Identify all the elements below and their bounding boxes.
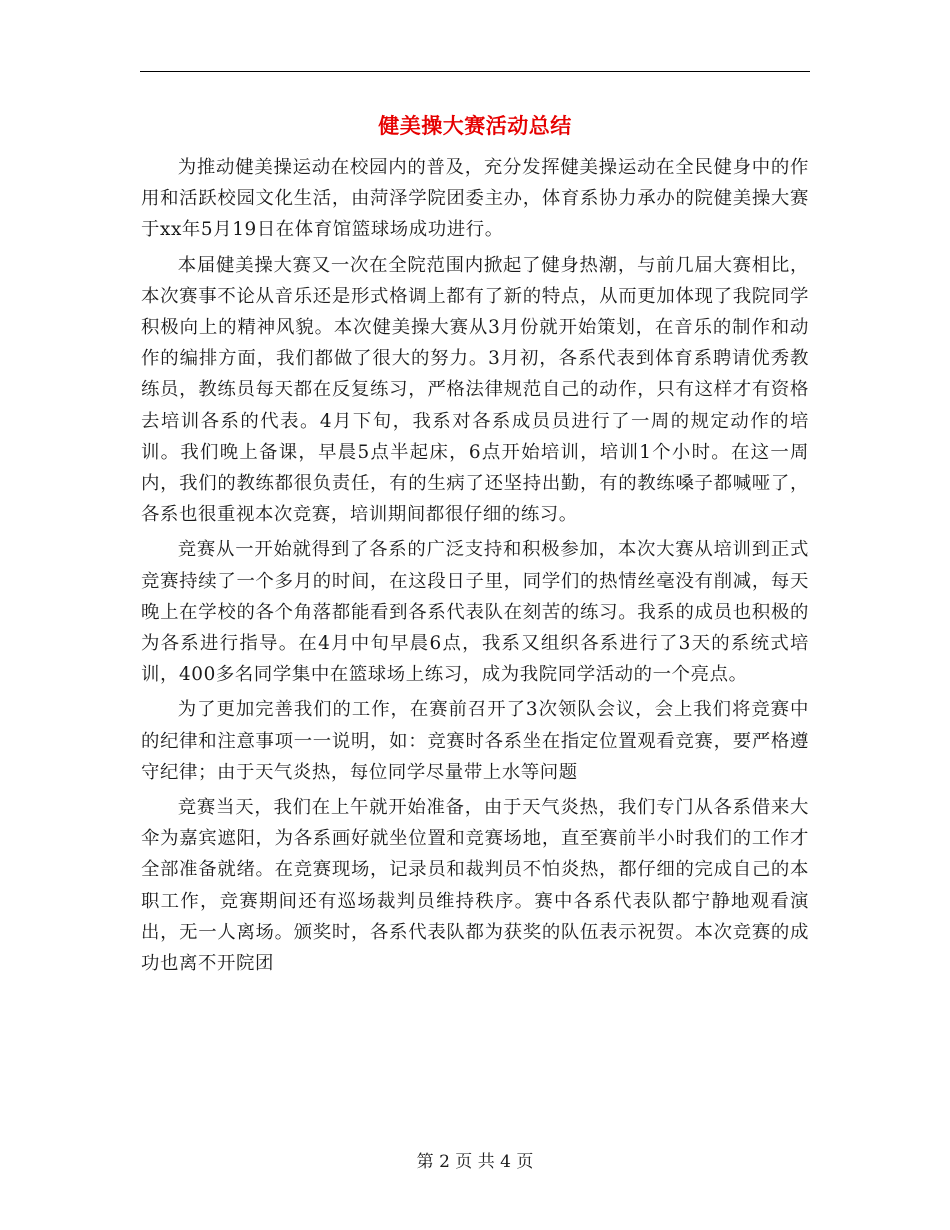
document-body [141, 152, 809, 983]
paragraph-2: 本届健美操大赛又一次在全院范围内掀起了健身热潮，与前几届大赛相比，本次赛事不论从音乐还是形式格调上都有了新的特点，从而更加体现了我院同学积极向上的精神风貌。本次健美操大赛从3月份就开始策划，在音乐的制作和动作的编排方面，我们都做了很大的努力。3月初，各系代表到体育系聘请优秀教练员，教练员每天都在反复练习，严格法律规范自己的动作，只有这样才有资格去培训各系的代表。4月下旬，我系对各系成员员进行了一周的规定动作的培训。我们晚上备课，早晨5点半起床，6点开始培训，培训1个小时。在这一周内，我们的教练都很负责任，有的生病了还坚持出勤，有的教练嗓子都喊哑了，各系也很重视本次竞赛，培训期间都很仔细的练习。 [141, 254, 809, 526]
header-rule [140, 71, 810, 72]
document-title: 健美操大赛活动总结 [378, 114, 572, 138]
paragraph-4: 为了更加完善我们的工作，在赛前召开了3次领队会议，会上我们将竞赛中的纪律和注意事项一一说明，如：竞赛时各系坐在指定位置观看竞赛，要严格遵守纪律；由于天气炎热，每位同学尽量带上水等问题 [141, 699, 809, 783]
page-number-footer: 第 2 页 共 4 页 [416, 1152, 534, 1172]
paragraph-3: 竞赛从一开始就得到了各系的广泛支持和积极参加，本次大赛从培训到正式竞赛持续了一个多月的时间，在这段日子里，同学们的热情丝毫没有削减，每天晚上在学校的各个角落都能看到各系代表队在刻苦的练习。我系的成员也积极的为各系进行指导。在4月中旬早晨6点，我系又组织各系进行了3天的系统式培训，400多名同学集中在篮球场上练习，成为我院同学活动的一个亮点。 [141, 539, 809, 686]
paragraph-5: 竞赛当天，我们在上午就开始准备，由于天气炎热，我们专门从各系借来大伞为嘉宾遮阳，为各系画好就坐位置和竞赛场地，直至赛前半小时我们的工作才全部准备就绪。在竞赛现场，记录员和裁判员不怕炎热，都仔细的完成自己的本职工作，竞赛期间还有巡场裁判员维持秩序。赛中各系代表队都宁静地观看演出，无一人离场。颁奖时，各系代表队都为获奖的队伍表示祝贺。本次竞赛的成功也离不开院团 [141, 797, 809, 975]
paragraph-1: 为推动健美操运动在校园内的普及，充分发挥健美操运动在全民健身中的作用和活跃校园文化生活，由菏泽学院团委主办，体育系协力承办的院健美操大赛于xx年5月19日在体育馆篮球场成功进行。 [141, 157, 809, 241]
